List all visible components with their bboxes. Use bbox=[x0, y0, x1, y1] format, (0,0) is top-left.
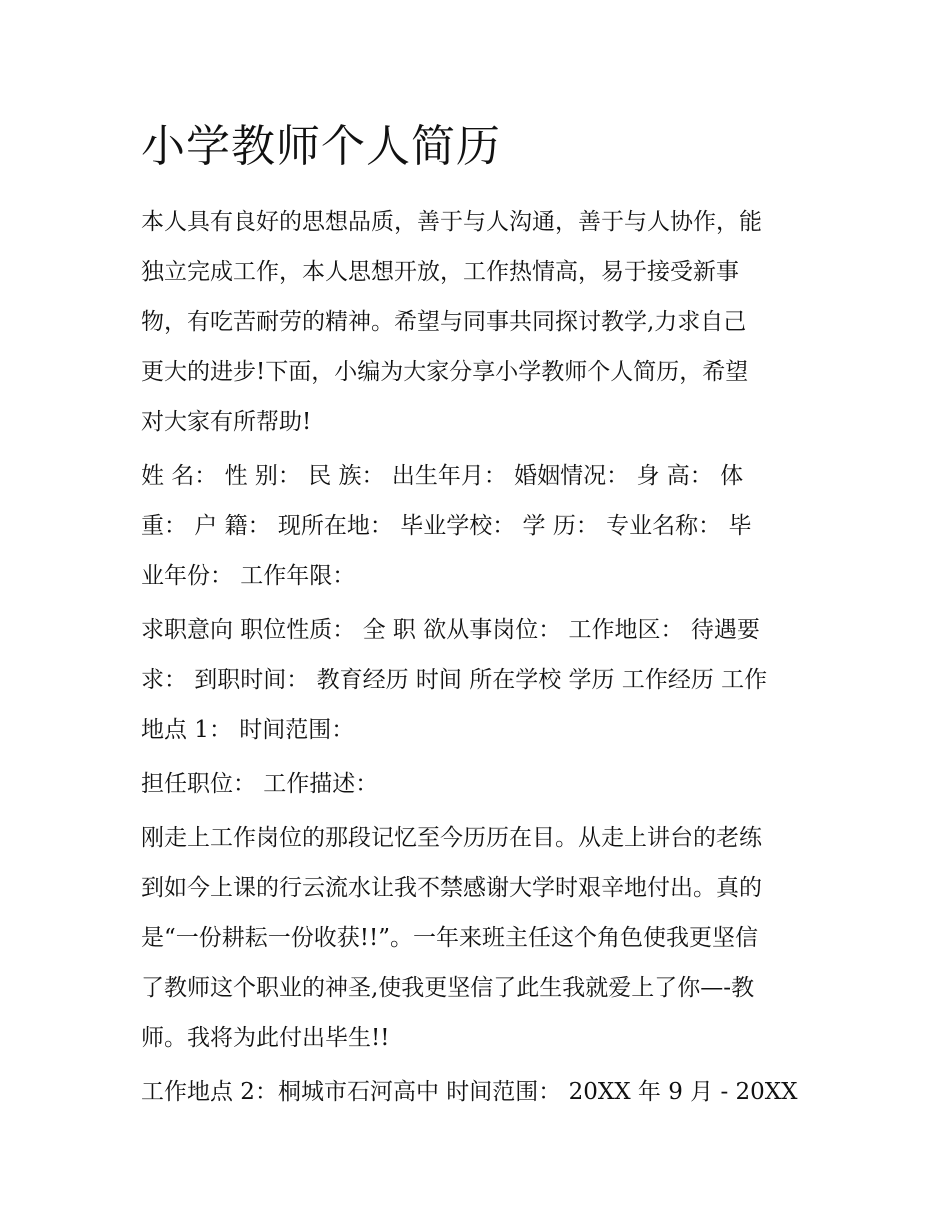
text-line: 是“一份耕耘一份收获!!”。一年来班主任这个角色使我更坚信 bbox=[141, 925, 759, 951]
text-line: 工作地点 2：桐城市石河高中 时间范围： 20XX 年 9 月 - 20XX bbox=[141, 1079, 798, 1105]
text-line: 重： 户 籍： 现所在地： 毕业学校： 学 历： 专业名称： 毕 bbox=[141, 513, 752, 539]
text-line: 地点 1： 时间范围： bbox=[141, 717, 355, 743]
job-intention-paragraph bbox=[141, 605, 821, 755]
text-line: 求： 到职时间： 教育经历 时间 所在学校 学历 工作经历 工作 bbox=[141, 667, 768, 693]
intro-paragraph bbox=[141, 197, 821, 447]
text-line: 了教师这个职业的神圣,使我更坚信了此生我就爱上了你—-教 bbox=[141, 975, 755, 1001]
position-paragraph bbox=[141, 759, 821, 809]
text-line: 对大家有所帮助! bbox=[141, 409, 312, 435]
text-line: 业年份： 工作年限： bbox=[141, 563, 356, 589]
work-location-paragraph bbox=[141, 1067, 821, 1117]
text-line: 刚走上工作岗位的那段记忆至今历历在目。从走上讲台的老练 bbox=[141, 825, 762, 851]
work-description-paragraph bbox=[141, 813, 821, 1063]
text-line: 担任职位： 工作描述： bbox=[141, 771, 379, 797]
text-line: 到如今上课的行云流水让我不禁感谢大学时艰辛地付出。真的 bbox=[141, 875, 762, 901]
text-line: 本人具有良好的思想品质，善于与人沟通，善于与人协作，能 bbox=[141, 209, 762, 235]
text-line: 求职意向 职位性质： 全 职 欲从事岗位： 工作地区： 待遇要 bbox=[141, 617, 760, 643]
personal-info-paragraph bbox=[141, 451, 821, 601]
text-line: 姓 名： 性 别： 民 族： 出生年月： 婚姻情况： 身 高： 体 bbox=[141, 463, 744, 489]
document-title: 小学教师个人简历 bbox=[141, 121, 501, 172]
text-line: 物，有吃苦耐劳的精神。希望与同事共同探讨教学,力求自己 bbox=[141, 309, 747, 335]
text-line: 更大的进步!下面，小编为大家分享小学教师个人简历，希望 bbox=[141, 359, 749, 385]
text-line: 师。我将为此付出毕生!! bbox=[141, 1025, 390, 1051]
text-line: 独立完成工作，本人思想开放，工作热情高，易于接受新事 bbox=[141, 259, 739, 285]
document-body bbox=[141, 197, 821, 1121]
